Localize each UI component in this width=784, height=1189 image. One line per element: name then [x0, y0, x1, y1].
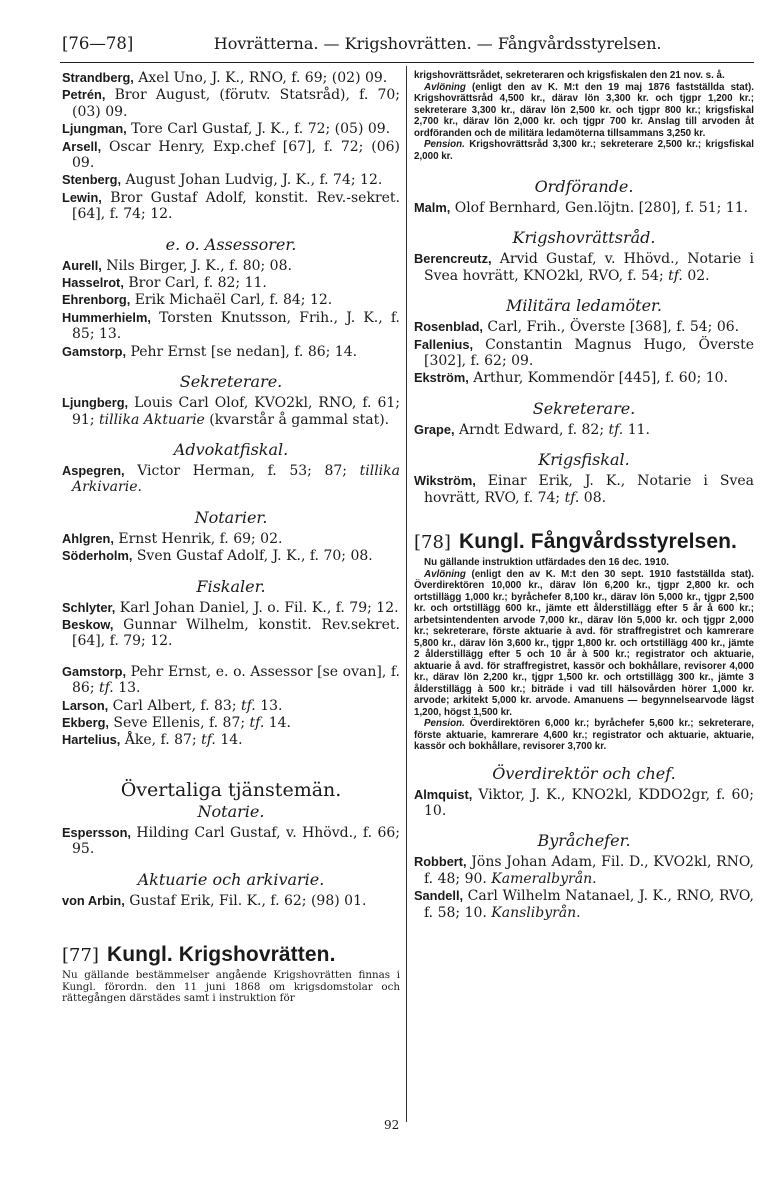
entry: [62, 292, 400, 308]
entry: [62, 121, 400, 137]
entry-name: Lewin,: [62, 189, 102, 205]
entry-text: Arndt Edward, f. 82;: [454, 421, 609, 438]
section-heading: Sekreterare.: [532, 398, 636, 418]
entry-italic: tillika Arkivarie.: [72, 462, 400, 496]
entry-tail: 13.: [255, 697, 283, 714]
entry-text: Bror Gustaf Adolf, konstit. Rev.-sekret. [64], f. 74; 12.: [72, 189, 400, 223]
header-rule: [60, 62, 754, 63]
entry-text: Tore Carl Gustaf, J. K., f. 72; (05) 09.: [126, 121, 391, 138]
entry: [62, 715, 400, 731]
note-lead: Avlöning: [424, 568, 466, 580]
entry-text: Carl Albert, f. 83;: [108, 697, 241, 714]
entry-name: Ljungman,: [62, 121, 127, 137]
entry-italic: tf.: [240, 697, 256, 714]
entry-text: Gustaf Erik, Fil. K., f. 62; (98) 01.: [124, 892, 367, 909]
entry-name: Beskow,: [62, 616, 114, 632]
entry-tail: 11.: [623, 421, 650, 438]
entry-text: Axel Uno, J. K., RNO, f. 69; (02) 09.: [133, 70, 388, 86]
entry: [62, 190, 400, 223]
entry-name: Malm,: [414, 200, 451, 215]
note-lead: Pension.: [424, 718, 465, 730]
entry: [414, 854, 754, 887]
entry: [62, 87, 400, 120]
entry-tail: (kvarstår å gammal stat).: [204, 411, 390, 428]
entry-text: Gunnar Wilhelm, konstit. Rev.sekret. [64], f. 79; 12.: [72, 616, 400, 650]
section-number: [78]: [414, 532, 451, 554]
entry-text: Pehr Ernst [se nedan], f. 86; 14.: [126, 343, 358, 360]
entry-tail: 14.: [264, 714, 292, 731]
section-heading: Krigsfiskal.: [538, 450, 630, 470]
section-heading: Militära ledamöter.: [505, 296, 663, 316]
note-paragraph: [414, 139, 754, 162]
entry: [62, 344, 400, 360]
entry-tail: 14.: [215, 732, 243, 749]
entry-text: Arthur, Kommendör [445], f. 60; 10.: [468, 370, 729, 387]
entry-text: Nils Birger, J. K., f. 80; 08.: [101, 257, 292, 274]
section-heading: Byråchefer.: [537, 831, 631, 851]
section-heading: Fiskaler.: [196, 576, 266, 596]
entry-text: Åke, f. 87;: [120, 732, 202, 749]
entry: [62, 139, 400, 172]
note-paragraph: [414, 569, 754, 719]
major-heading: Övertaliga tjänstemän.: [120, 778, 342, 801]
entry-name: Ekberg,: [62, 714, 109, 730]
entry-name: Rosenblad,: [414, 319, 483, 335]
entry-name: Wikström,: [414, 473, 476, 489]
page-number: 92: [384, 1118, 400, 1132]
page-range: [76—78]: [62, 34, 134, 53]
page-header: [62, 34, 752, 53]
entry-italic: tf.: [201, 732, 216, 749]
note-text: (enligt den av K. M:t den 30 sept. 1910 fastställda stat). Överdirektören 10,000 kr., därav lön 6,200 kr., tjgpr 2,800 kr. och ortstillägg 1,000 kr.; byråchefer 8,100 kr., därav lön 5,000 kr., tjgpr 2,500 kr. och ortstillägg 600 kr., jämte ett ålderstillägg efter 5 år å 600 kr.; arbetsintendenten arvode 7,000 kr., därav lön 5,000 kr. och tjgpr 2,000 kr.; sekreterare, förste aktuarie à avd. för straffregistret och kamrerare 5,800 kr., därav lön 3,600 kr., tjgpr 1,800 kr. och ortstillägg 400 kr., jämte 2 ålderstillägg efter 5 och 10 år à 500 kr.; registrator och aktuarie, aktuarie å avd. för straffregistret, kassör och bokhållare, revisorer 4,000 kr., därav lön 2,200 kr., tjgpr 1,500 kr. och ortstillägg 300 kr., jämte 3 ålderstillägg à 500 kr.; biträde i vad till hälsovården hörer 1,000 kr. arvode; arkitekt 5,000 kr. arvode. Amanuens — begynnelsearvode lägst 1,200, högst 1,500 kr.: [414, 568, 754, 718]
note-paragraph: [414, 82, 754, 140]
entry-text: Ernst Henrik, f. 69; 02.: [113, 530, 283, 547]
entry-text: Bror Carl, f. 82; 11.: [123, 275, 267, 292]
entry-text: Jöns Johan Adam, Fil. D., KVO2kl, RNO, f. 48; 90.: [424, 854, 754, 887]
entry-text: Einar Erik, J. K., Notarie i Svea hovrätt, RVO, f. 74;: [424, 473, 754, 506]
entry: [414, 200, 754, 216]
entry-name: Söderholm,: [62, 548, 133, 564]
entry: [62, 600, 400, 616]
note-paragraph: [414, 718, 754, 753]
entry-text: Bror August, (förutv. Statsråd), f. 70; (03) 09.: [72, 87, 400, 120]
entry: [62, 310, 400, 343]
note-text: Nu gällande instruktion utfärdades den 16 dec. 1910.: [424, 557, 669, 569]
note-text: (enligt den av K. M:t den 19 maj 1876 fastställda stat). Krigshovrättsråd 4,500 kr., därav lön 3,300 kr. och tjgpr 1,200 kr.; sekreterare 3,300 kr., därav lön 2,500 kr. och tjgpr 800 kr.; krigsfiskal 2,700 kr., därav lön 2,000 kr. och tjgpr 700 kr. Anslag till arvoden åt ordföranden och de militära ledamöterna tillsammans 3,250 kr.: [414, 81, 754, 139]
section-78-heading: [414, 530, 754, 554]
entry-text: Erik Michaël Carl, f. 84; 12.: [130, 292, 333, 309]
entry-italic: tf.: [668, 267, 683, 284]
entry-name: Robbert,: [414, 854, 467, 870]
entry-name: Fallenius,: [414, 336, 474, 352]
entry-name: Sandell,: [414, 888, 464, 904]
entry-name: Espersson,: [62, 824, 131, 840]
note-lead: Avlöning: [424, 81, 466, 93]
section-heading: Ordförande.: [534, 177, 634, 196]
entry-name: Stenberg,: [62, 172, 122, 188]
entry-name: Ljungberg,: [62, 395, 129, 411]
entry-name: Ekström,: [414, 370, 469, 386]
entry-name: Ahlgren,: [62, 530, 114, 546]
section-heading: Advokatfiskal.: [173, 439, 289, 459]
entry-text: Hilding Carl Gustaf, v. Hhövd., f. 66; 95.: [72, 824, 400, 858]
entry: [62, 395, 400, 428]
entry: [62, 275, 400, 291]
section-note: [414, 70, 754, 162]
note-text: Krigshovrättsråd 3,300 kr.; sekreterare 2,500 kr.; krigsfiskal 2,000 kr.: [414, 139, 754, 162]
entry-italic: tf.: [98, 680, 114, 697]
entry: [62, 617, 400, 650]
entry-name: Hasselrot,: [62, 275, 124, 291]
note-text: Överdirektören 6,000 kr.; byråchefer 5,600 kr.; sekreterare, förste aktuarie, kamrerare 4,600 kr.; registrator och aktuarie, aktuarie, kassör och bokhållare, revisorer 3,700 kr.: [414, 718, 754, 753]
entry-italic: tf.: [564, 489, 580, 506]
section-heading: Sekreterare.: [179, 372, 283, 392]
entry-text: Viktor, J. K., KNO2kl, KDDO2gr, f. 60; 10.: [424, 786, 754, 819]
entry-italic: Kanslibyrån.: [491, 904, 581, 921]
entry-name: Gamstorp,: [62, 343, 126, 359]
note-text: krigshovrättsrådet, sekreteraren och krigsfiskalen den 21 nov. s. å.: [414, 70, 725, 81]
running-title: Hovrätterna. — Krigshovrätten. — Fångvårdsstyrelsen.: [213, 34, 662, 53]
entry-text: Pehr Ernst, e. o. Assessor [se ovan], f. 86;: [72, 663, 400, 697]
entry-name: Strandberg,: [62, 70, 134, 85]
entry: [414, 422, 754, 438]
left-column: [62, 70, 400, 1005]
entry-italic: tillika Aktuarie: [98, 411, 205, 428]
section-heading: Krigshovrättsråd.: [512, 228, 656, 248]
entry: [62, 698, 400, 714]
entry-tail: 02.: [682, 267, 710, 284]
entry: [414, 787, 754, 820]
entry-tail: 08.: [579, 489, 607, 506]
entry-name: Hummerhielm,: [62, 309, 151, 325]
entry-text: Olof Bernhard, Gen.löjtn. [280], f. 51; 11.: [450, 200, 749, 216]
entry-text: Sven Gustaf Adolf, J. K., f. 70; 08.: [132, 548, 373, 565]
section-heading: Överdirektör och chef.: [492, 763, 676, 783]
entry-text: Louis Carl Olof, KVO2kl, RNO, f. 61; 91;: [72, 395, 400, 428]
entry-name: Petrén,: [62, 87, 106, 103]
entry-text: Arvid Gustaf, v. Hhövd., Notarie i Svea hovrätt, KNO2kl, RVO, f. 54;: [424, 251, 754, 284]
entry-text: Oscar Henry, Exp.chef [67], f. 72; (06) 09.: [72, 138, 400, 172]
entry: [62, 70, 400, 86]
right-column: [414, 70, 754, 922]
entry: [62, 893, 400, 909]
section-heading: Notarie.: [197, 801, 265, 821]
section-note: [414, 557, 754, 753]
entry: [62, 548, 400, 564]
section-heading: Notarier.: [194, 507, 268, 527]
entry: [414, 319, 754, 335]
entry-text: Constantin Magnus Hugo, Överste [302], f. 62; 09.: [424, 336, 754, 370]
entry-text: Torsten Knutsson, Frih., J. K., f. 85; 13.: [72, 309, 400, 343]
entry: [414, 473, 754, 506]
section-note: Nu gällande bestämmelser angående Krigshovrätten finnas i Kungl. förordn. den 11 juni 1868 om krigsdomstolar och rättegången därstädes samt i instruktion för: [62, 969, 400, 1004]
entry-name: Berencreutz,: [414, 251, 492, 267]
entry-italic: tf.: [608, 421, 624, 438]
entry-text: Karl Johan Daniel, J. o. Fil. K., f. 79; 12.: [115, 599, 399, 616]
entry-name: Larson,: [62, 697, 109, 713]
entry-name: von Arbin,: [62, 892, 125, 908]
entry-name: Hartelius,: [62, 732, 121, 748]
entry-italic: Kameralbyrån.: [491, 870, 597, 887]
section-title: Kungl. Fångvårdsstyrelsen.: [458, 530, 737, 554]
entry: [414, 337, 754, 370]
entry-name: Aspegren,: [62, 462, 125, 478]
entry-name: Gamstorp,: [62, 663, 126, 679]
entry: [62, 664, 400, 697]
entry-tail: 13.: [113, 680, 141, 697]
entry-name: Aurell,: [62, 257, 102, 273]
entry-text: Carl Wilhelm Natanael, J. K., RNO, RVO, f. 58; 10.: [424, 888, 754, 921]
entry: [62, 172, 400, 188]
entry: [62, 825, 400, 858]
section-number: [77]: [62, 945, 99, 966]
entry: [414, 370, 754, 386]
entry-name: Arsell,: [62, 138, 102, 154]
entry-text: August Johan Ludvig, J. K., f. 74; 12.: [121, 172, 383, 189]
entry-name: Grape,: [414, 421, 455, 437]
entry-italic: tf.: [249, 714, 265, 731]
entry: [62, 258, 400, 274]
section-77-heading: [62, 943, 400, 967]
entry-text: Carl, Frih., Överste [368], f. 54; 06.: [482, 319, 740, 336]
entry-name: Schlyter,: [62, 599, 116, 615]
entry-text: Seve Ellenis, f. 87;: [108, 714, 250, 731]
entry: [414, 251, 754, 284]
section-heading: e. o. Assessorer.: [165, 234, 297, 254]
entry-name: Ehrenborg,: [62, 292, 131, 308]
column-divider: [406, 66, 407, 1122]
entry: [62, 531, 400, 547]
entry: [62, 732, 400, 748]
entry-text: Victor Herman, f. 53; 87;: [124, 462, 360, 479]
section-title: Kungl. Krigshovrätten.: [106, 943, 336, 966]
entry: [62, 463, 400, 496]
note-lead: Pension.: [424, 139, 465, 150]
entry: [414, 888, 754, 921]
entry-name: Almquist,: [414, 786, 473, 802]
section-heading: Aktuarie och arkivarie.: [137, 869, 325, 889]
